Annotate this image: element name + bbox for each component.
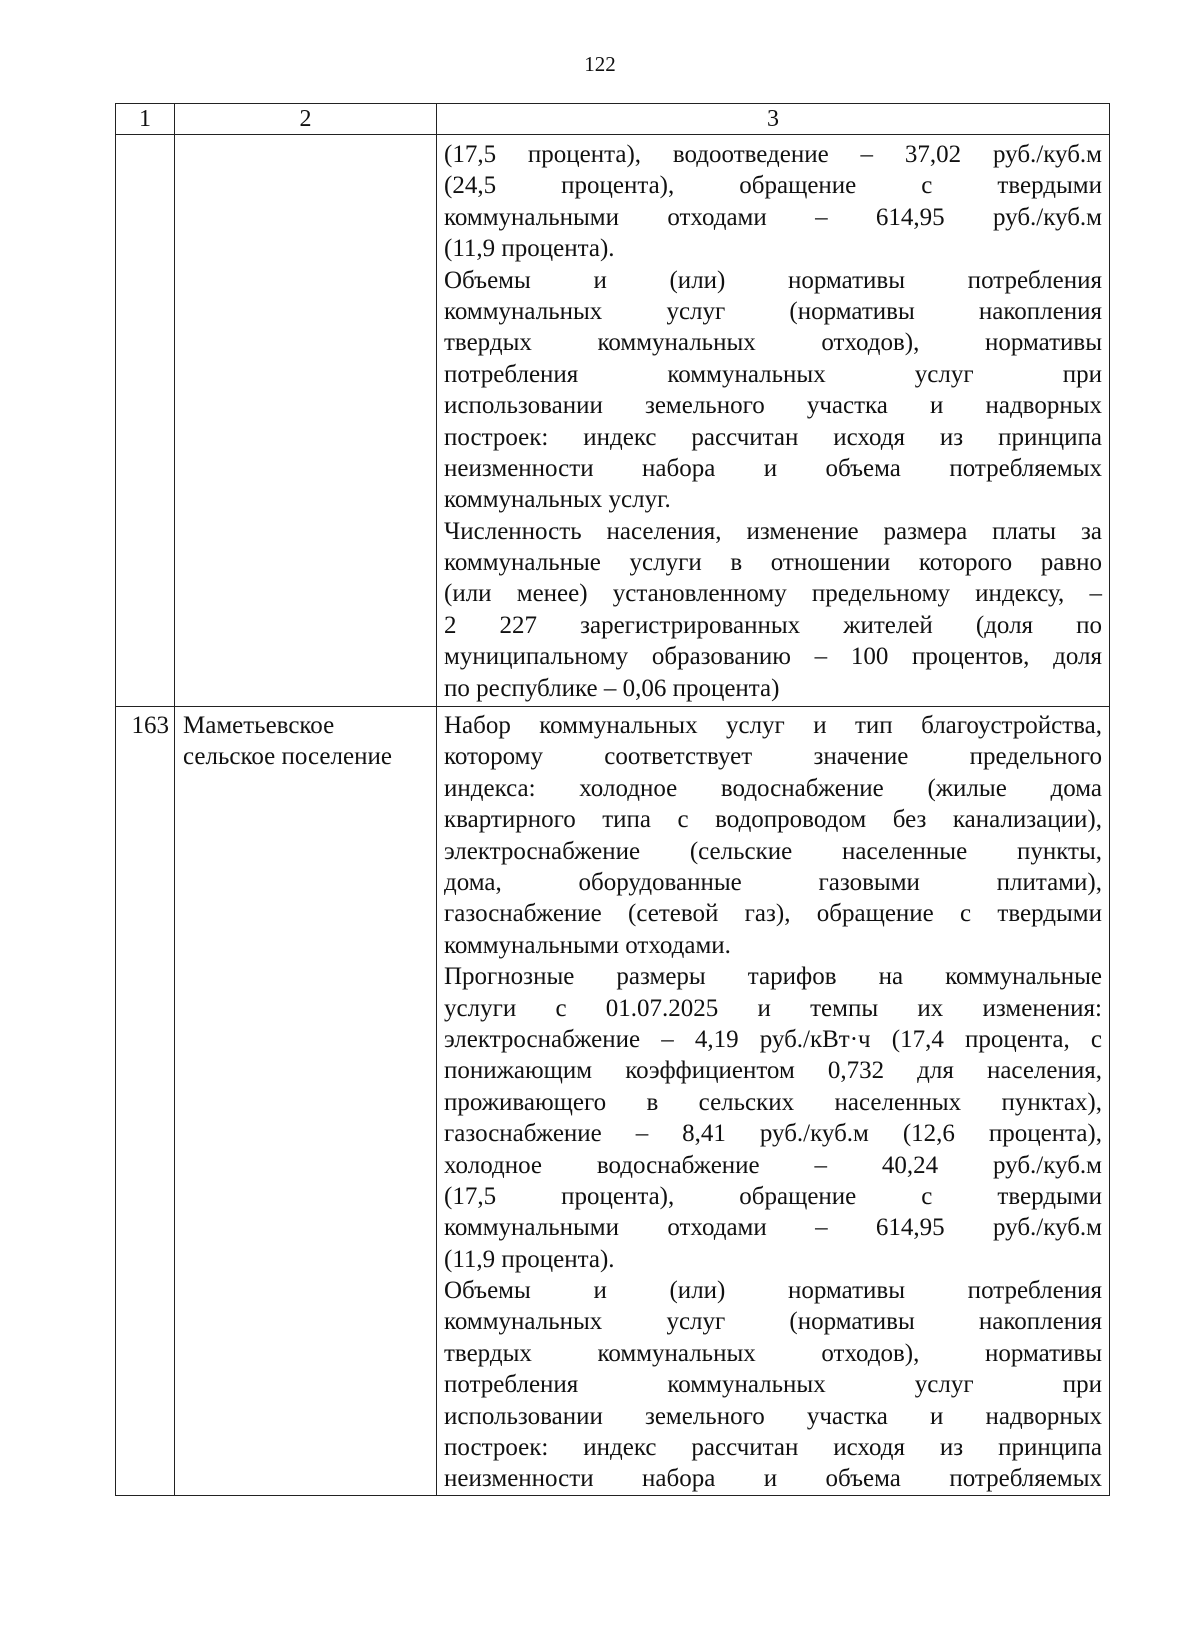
text-line: (11,9 процента). bbox=[444, 1245, 615, 1273]
text-line: коммунальных услуг (нормативы накопления bbox=[444, 1308, 1102, 1336]
tariff-table bbox=[115, 103, 1110, 1496]
text-line: квартирного типа с водопроводом без канализации), bbox=[444, 806, 1102, 834]
table-row bbox=[116, 707, 1110, 1496]
text-line: Объемы и (или) нормативы потребления bbox=[444, 1277, 1102, 1305]
text-line: индекса: холодное водоснабжение (жилые дома bbox=[444, 774, 1102, 802]
column-header-1: 1 bbox=[116, 104, 175, 135]
text-line: холодное водоснабжение – 40,24 руб./куб.м bbox=[444, 1151, 1102, 1179]
text-line: газоснабжение (сетевой газ), обращение с твердыми bbox=[444, 900, 1102, 928]
row-number bbox=[116, 135, 175, 707]
text-line: Численность населения, изменение размера платы за bbox=[444, 517, 1102, 545]
text-line: (или менее) установленному предельному индексу, – bbox=[444, 580, 1102, 608]
page-number: 122 bbox=[584, 52, 616, 76]
text-line: которому соответствует значение предельного bbox=[444, 743, 1102, 771]
text-line: коммунальных услуг. bbox=[444, 486, 671, 514]
settlement-name bbox=[175, 135, 437, 707]
text-line: Прогнозные размеры тарифов на коммунальные bbox=[444, 963, 1102, 991]
text-line: коммунальными отходами – 614,95 руб./куб.м bbox=[444, 203, 1102, 231]
text-line: (24,5 процента), обращение с твердыми bbox=[444, 172, 1102, 200]
table-header-row bbox=[116, 104, 1110, 135]
text-line: Набор коммунальных услуг и тип благоустройства, bbox=[444, 712, 1102, 740]
text-line: потребления коммунальных услуг при bbox=[444, 1371, 1102, 1399]
text-line: Объемы и (или) нормативы потребления bbox=[444, 266, 1102, 294]
text-line: коммунальными отходами. bbox=[444, 931, 731, 959]
text-line: муниципальному образованию – 100 процентов, доля bbox=[444, 643, 1102, 671]
text-line: дома, оборудованные газовыми плитами), bbox=[444, 868, 1102, 896]
text-line: электроснабжение – 4,19 руб./кВт·ч (17,4 процента, с bbox=[444, 1025, 1102, 1053]
column-header-2: 2 bbox=[175, 104, 437, 135]
row-text bbox=[437, 135, 1110, 707]
row-text bbox=[437, 707, 1110, 1496]
text-line: (17,5 процента), обращение с твердыми bbox=[444, 1182, 1102, 1210]
text-line: потребления коммунальных услуг при bbox=[444, 360, 1102, 388]
text-line: твердых коммунальных отходов), нормативы bbox=[444, 329, 1102, 357]
text-line: (17,5 процента), водоотведение – 37,02 руб./куб.м bbox=[444, 141, 1102, 168]
text-line: использовании земельного участка и надворных bbox=[444, 392, 1102, 420]
text-line: 2 227 зарегистрированных жителей (доля по bbox=[444, 611, 1102, 639]
settlement-name-line: сельское поселение bbox=[183, 743, 392, 771]
text-line: неизменности набора и объема потребляемых bbox=[444, 1465, 1102, 1493]
text-line: неизменности набора и объема потребляемых bbox=[444, 454, 1102, 482]
settlement-name bbox=[175, 707, 437, 1496]
text-line: твердых коммунальных отходов), нормативы bbox=[444, 1339, 1102, 1367]
text-line: понижающим коэффициентом 0,732 для населения, bbox=[444, 1057, 1102, 1085]
text-line: услуги с 01.07.2025 и темпы их изменения: bbox=[444, 994, 1102, 1022]
text-line: использовании земельного участка и надворных bbox=[444, 1402, 1102, 1430]
text-line: коммунальные услуги в отношении которого равно bbox=[444, 549, 1102, 577]
text-line: проживающего в сельских населенных пунктах), bbox=[444, 1088, 1102, 1116]
text-line: электроснабжение (сельские населенные пункты, bbox=[444, 837, 1102, 865]
text-line: коммунальными отходами – 614,95 руб./куб.м bbox=[444, 1214, 1102, 1242]
text-line: коммунальных услуг (нормативы накопления bbox=[444, 297, 1102, 325]
text-line: (11,9 процента). bbox=[444, 235, 615, 263]
text-line: газоснабжение – 8,41 руб./куб.м (12,6 процента), bbox=[444, 1120, 1102, 1148]
text-line: построек: индекс рассчитан исходя из принципа bbox=[444, 1434, 1102, 1462]
text-line: по республике – 0,06 процента) bbox=[444, 674, 780, 702]
column-header-3: 3 bbox=[437, 104, 1110, 135]
table-row bbox=[116, 135, 1110, 707]
text-line: построек: индекс рассчитан исходя из принципа bbox=[444, 423, 1102, 451]
settlement-name-line: Маметьевское bbox=[183, 712, 335, 740]
row-number: 163 bbox=[116, 707, 175, 1496]
